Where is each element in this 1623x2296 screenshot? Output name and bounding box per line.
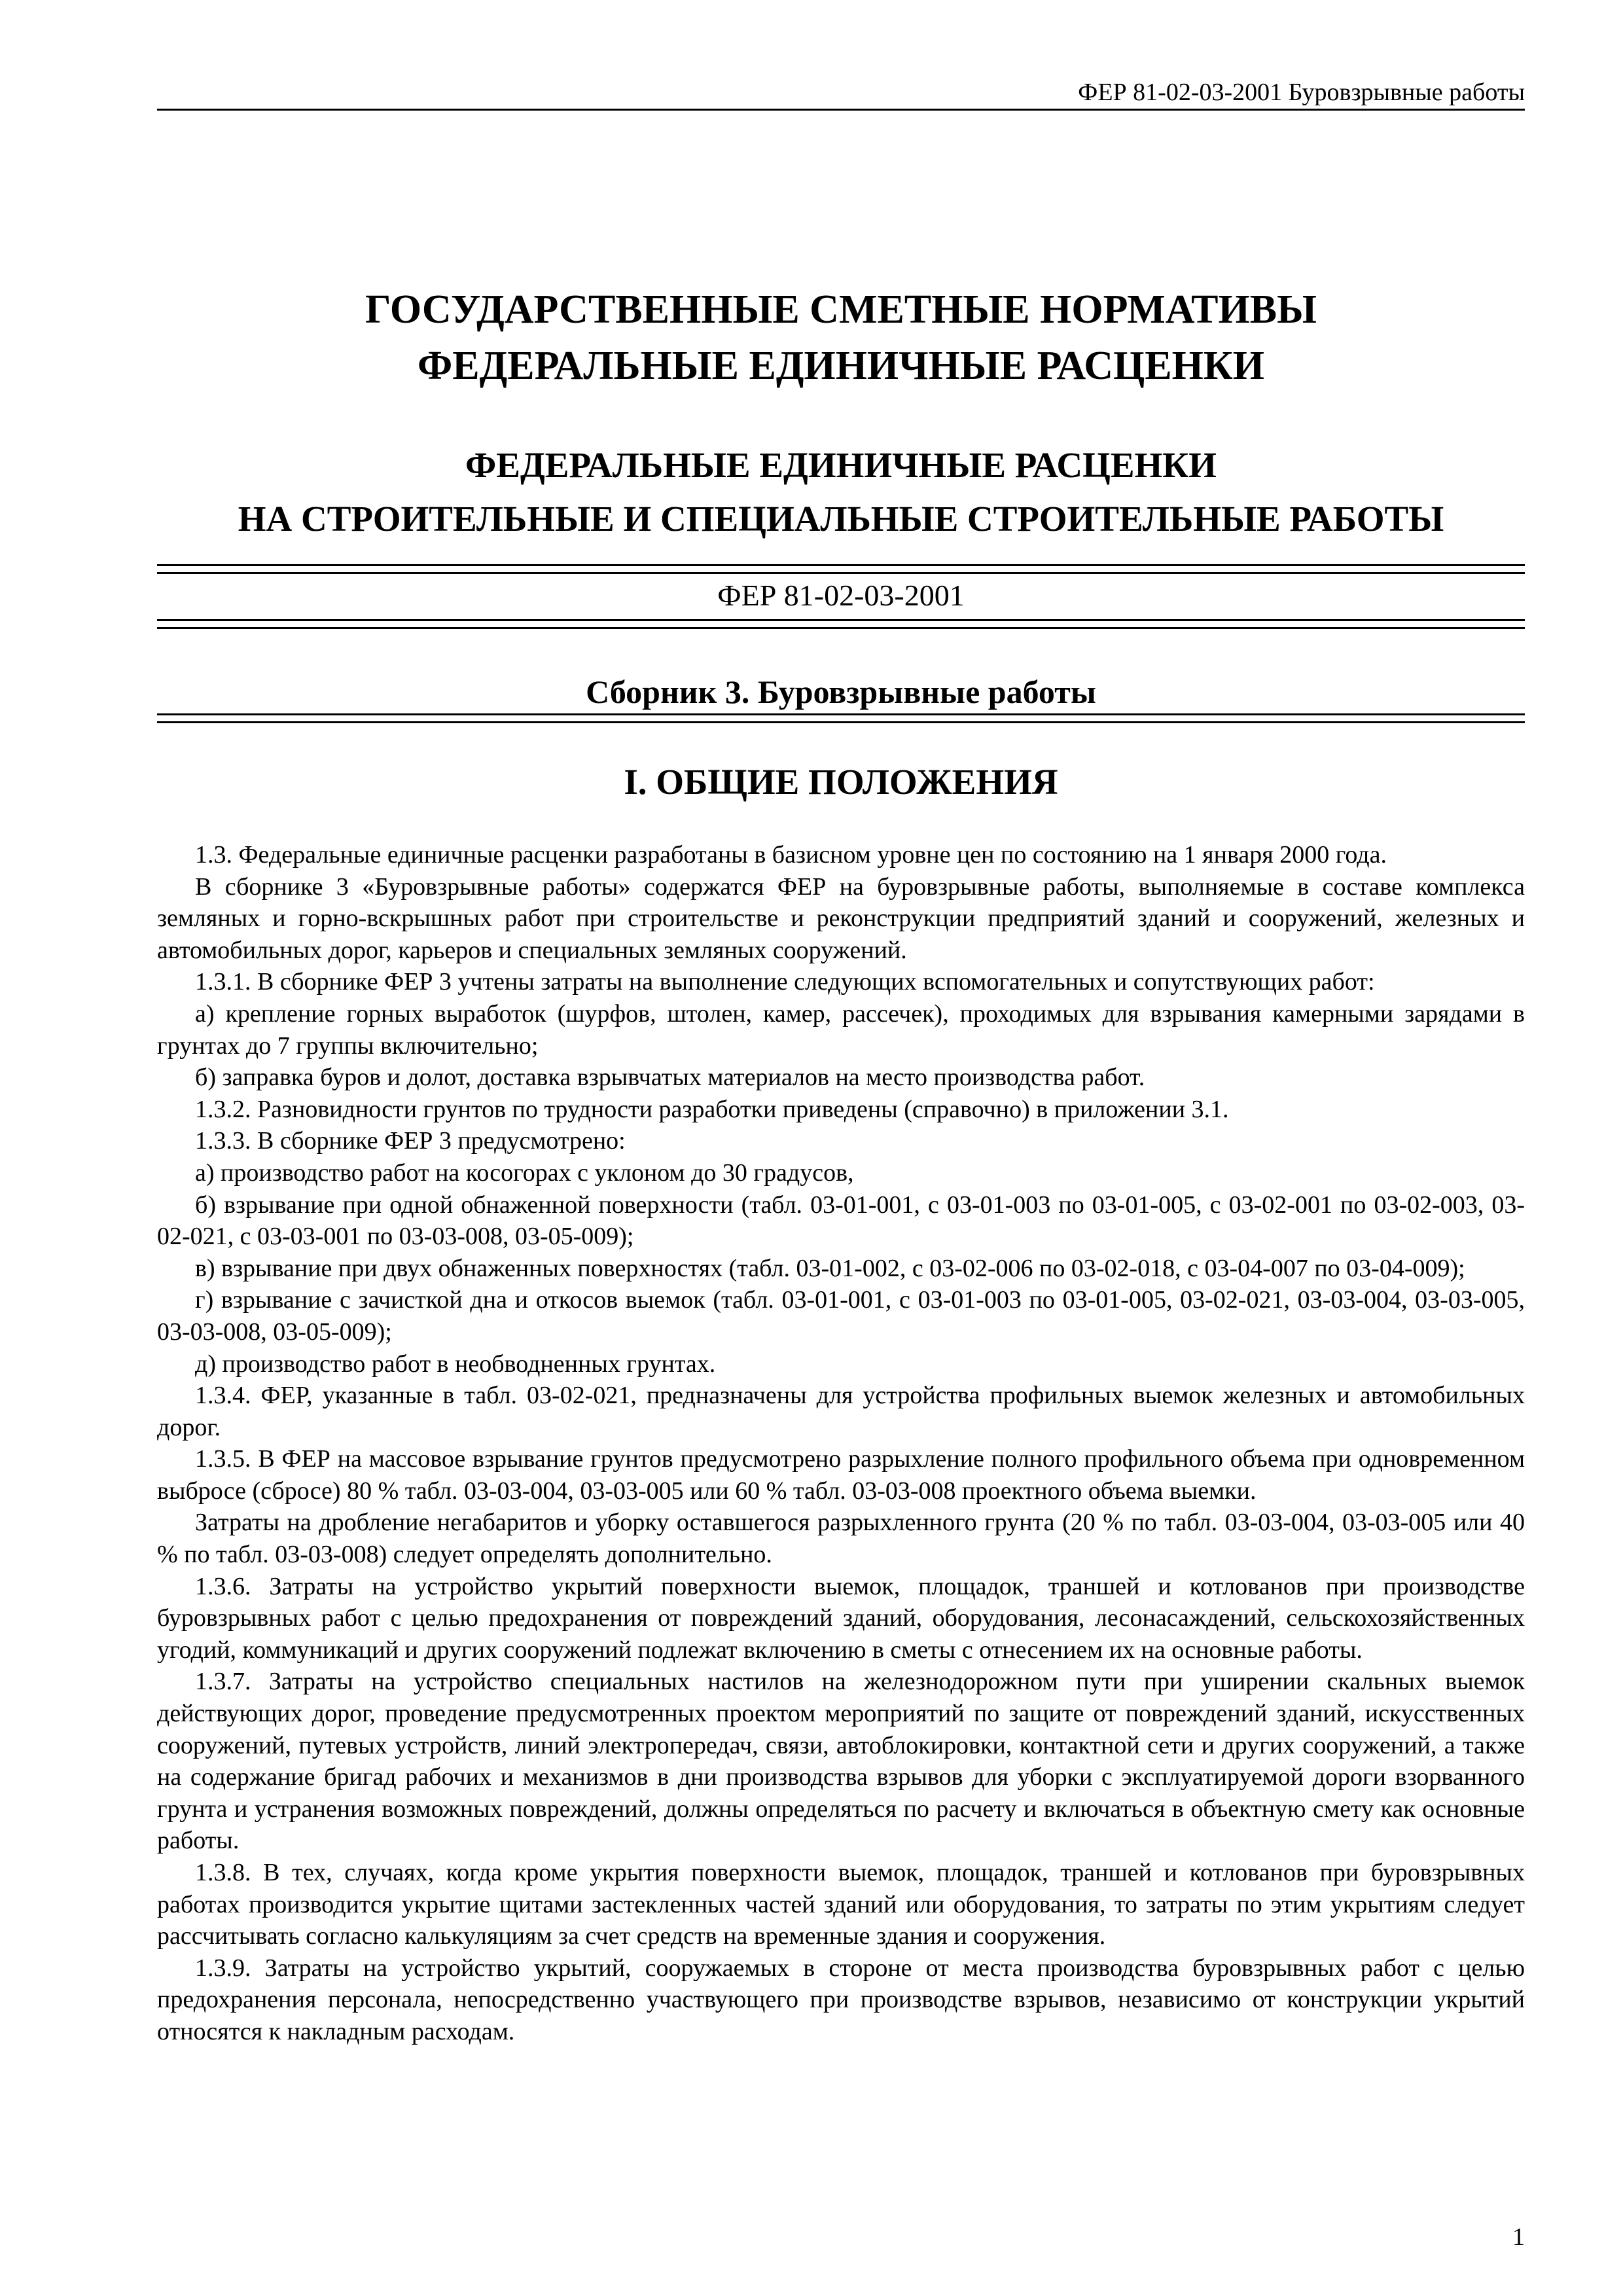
paragraph: 1.3.3. В сборнике ФЕР 3 предусмотрено: — [195, 1127, 626, 1155]
document-code: ФЕР 81-02-03-2001 — [717, 579, 965, 612]
paragraph: 1.3.2. Разновидности грунтов по трудности разработки приведены (справочно) в приложении 3.1. — [195, 1095, 1229, 1123]
paragraph: 1.3. Федеральные единичные расценки разработаны в базисном уровне цен по состоянию на 1 января 2000 года. — [195, 841, 1387, 869]
double-rule-top — [157, 564, 1525, 574]
paragraph: 1.3.9. Затраты на устройство укрытий, сооружаемых в стороне от места производства буровзрывных работ с целью предохранения персонала, непосредственно участвующего при производстве взрывов, независимо от конструкции укрытий относятся к накладным расходам. — [157, 1954, 1525, 2045]
collection-title: Сборник 3. Буровзрывные работы — [586, 673, 1096, 710]
paragraph: 1.3.1. В сборнике ФЕР 3 учтены затраты на выполнение следующих вспомогательных и сопутствующих работ: — [195, 968, 1375, 996]
body-text — [157, 839, 1525, 2048]
double-rule-middle — [157, 619, 1525, 629]
double-rule-bottom — [157, 713, 1525, 723]
subtitle-line-1: ФЕДЕРАЛЬНЫЕ ЕДИНИЧНЫЕ РАСЦЕНКИ — [465, 445, 1217, 485]
section-heading: I. ОБЩИЕ ПОЛОЖЕНИЯ — [624, 762, 1058, 802]
paragraph: а) производство работ на косогорах с уклоном до 30 градусов, — [195, 1158, 854, 1187]
main-title-line-1: ГОСУДАРСТВЕННЫЕ СМЕТНЫЕ НОРМАТИВЫ — [365, 287, 1317, 332]
paragraph: б) заправка буров и долот, доставка взрывчатых материалов на место производства работ. — [195, 1064, 1145, 1092]
paragraph: В сборнике 3 «Буровзрывные работы» содержатся ФЕР на буровзрывные работы, выполняемые в составе комплекса земляных и горно-вскрышных работ при строительстве и реконструкции предприятий зданий и сооружений, железных и автомобильных дорог, карьеров и специальных земляных сооружений. — [157, 872, 1525, 964]
paragraph: в) взрывание при двух обнаженных поверхностях (табл. 03-01-002, с 03-02-006 по 03-02-018, с 03-04-007 по 03-04-009); — [195, 1254, 1465, 1282]
paragraph: б) взрывание при одной обнаженной поверхности (табл. 03-01-001, с 03-01-003 по 03-01-005, с 03-02-001 по 03-02-003, 03-02-021, с 03-03-001 по 03-03-008, 03-05-009); — [157, 1191, 1525, 1251]
main-title-line-2: ФЕДЕРАЛЬНЫЕ ЕДИНИЧНЫЕ РАСЦЕНКИ — [417, 344, 1264, 388]
paragraph: г) взрывание с зачисткой дна и откосов выемок (табл. 03-01-001, с 03-01-003 по 03-01-005, 03-02-021, 03-03-004, 03-03-005, 03-03-008, 03-05-009); — [157, 1286, 1525, 1346]
paragraph: д) производство работ в необводненных грунтах. — [195, 1350, 716, 1378]
paragraph: 1.3.4. ФЕР, указанные в табл. 03-02-021, предназначены для устройства профильных выемок железных и автомобильных дорог. — [157, 1382, 1525, 1441]
page-number: 1 — [1512, 2223, 1525, 2251]
paragraph: 1.3.5. В ФЕР на массовое взрывание грунтов предусмотрено разрыхление полного профильного объема при одновременном выбросе (сбросе) 80 % табл. 03-03-004, 03-03-005 или 60 % табл. 03-03-008 проектного объема выемки. — [157, 1445, 1525, 1505]
paragraph: 1.3.8. В тех, случаях, когда кроме укрытия поверхности выемок, площадок, траншей и котлованов при буровзрывных работах производится укрытие щитами застекленных частей зданий или оборудования, то затраты по этим укрытиям следует рассчитывать согласно калькуляциям за счет средств на временные здания и сооружения. — [157, 1859, 1525, 1950]
paragraph: Затраты на дробление негабаритов и уборку оставшегося разрыхленного грунта (20 % по табл. 03-03-004, 03-03-005 или 40 % по табл. 03-03-008) следует определять дополнительно. — [157, 1509, 1525, 1569]
subtitle — [157, 439, 1525, 546]
paragraph: 1.3.7. Затраты на устройство специальных настилов на железнодорожном пути при уширении скальных выемок действующих дорог, проведение предусмотренных проектом мероприятий по защите от повреждений зданий, искусственных сооружений, путевых устройств, линий электропередач, связи, автоблокировки, контактной сети и других сооружений, а также на содержание бригад рабочих и механизмов в дни производства взрывов для уборки с эксплуатируемой дороги взорванного грунта и устранения возможных повреждений, должны определяться по расчету и включаться в объектную смету как основные работы. — [157, 1668, 1525, 1855]
main-title — [157, 281, 1525, 394]
running-header: ФЕР 81-02-03-2001 Буровзрывные работы — [1078, 79, 1525, 106]
paragraph: 1.3.6. Затраты на устройство укрытий поверхности выемок, площадок, траншей и котлованов при производстве буровзрывных работ с целью предохранения от повреждений зданий, оборудования, лесонасаждений, сельскохозяйственных угодий, коммуникаций и других сооружений подлежат включению в сметы с отнесением их на основные работы. — [157, 1572, 1525, 1664]
header-divider — [157, 109, 1525, 111]
paragraph: а) крепление горных выработок (шурфов, штолен, камер, рассечек), проходимых для взрывания камерными зарядами в грунтах до 7 группы включительно; — [157, 999, 1525, 1060]
subtitle-line-2: НА СТРОИТЕЛЬНЫЕ И СПЕЦИАЛЬНЫЕ СТРОИТЕЛЬНЫЕ РАБОТЫ — [238, 499, 1444, 539]
